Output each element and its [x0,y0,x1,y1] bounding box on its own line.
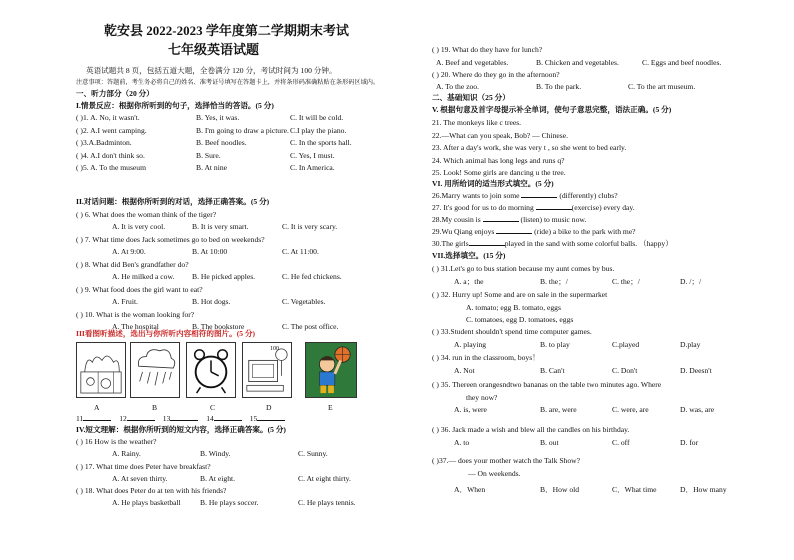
answer-blank[interactable] [469,245,505,246]
section-heading: I.情景反应：根据你所听到的句子，选择恰当的答语。(5 分) [76,101,274,110]
answer-option: B. I'm going to draw a picture. [196,125,289,135]
answer-option: C. It is very scary. [282,222,338,231]
section-heading: V. 根据句意及首字母提示补全单词，使句子意思完整，语法正确。(5 分) [432,105,672,114]
answer-option: B. Sure. [196,150,221,160]
question-item: ( ) 31.Let's go to bus station because my aunt comes by bus. [432,264,615,273]
answer-option: A. He milked a cow. [112,272,175,281]
answer-option: D. /；/ [680,276,702,286]
picture-label: C [210,403,216,412]
answer-option: B．How old [540,484,580,494]
question-item: ( )5. A. To the museum [76,163,146,172]
picture-e [305,342,357,398]
part1-heading: 一、听力部分（20 分） [76,89,154,98]
answer-option: B. At nine [196,163,228,172]
fill-in-item: 21. The monkeys like c trees. [432,118,522,127]
answer-option: C. tomatoes, egg D. tomatoes, eggs [466,315,574,324]
question-item: ( ) 7. What time does Jack sometimes go to bed on weekends? [76,235,265,244]
answer-option: C.I play the piano. [290,125,347,135]
answer-option: A. It is very cool. [112,222,166,231]
answer-option: D.play [680,339,701,349]
answer-option: B. out [540,437,559,447]
answer-option: A. To the zoo. [436,82,479,91]
answer-option: C. the；/ [612,276,640,286]
question-item: ( )1. A. No, it wasn't. [76,113,140,122]
answer-option: C. He fed chickens. [282,272,342,281]
answer-option: C. In America. [290,163,335,172]
fill-in-item: 28.My cousin is (listen) to music now. [432,215,587,224]
zoo-icon [77,343,125,397]
fill-in-item: 27. It's good for us to do morning (exercise) every day. [432,203,635,212]
question-item: ( ) 8. What did Ben's grandfather do? [76,260,189,269]
question-item: ( ) 6. What does the woman think of the tiger? [76,210,217,219]
question-item: ( ) 34. run in the classroom, boys！ [432,353,540,362]
answer-option: A. is, were [454,405,487,414]
question-item: ( ) 9. What food does the girl want to eat? [76,285,203,294]
picture-c [186,342,236,398]
answer-option: A. Rainy. [112,449,141,458]
answer-option: C. He plays tennis. [298,498,356,507]
answer-option: B. Can't [540,365,565,375]
answer-option: A. The hospital [112,322,159,331]
question-item: ( ) 20. Where do they go in the afternoon? [432,70,560,79]
question-item: ( )4. A.I don't think so. [76,150,145,160]
answer-option: B. He picked apples. [192,272,256,281]
rain-cloud-icon [131,343,179,397]
answer-option: B. He plays soccer. [200,498,259,507]
picture-label: D [266,403,272,412]
section-heading: IV.短文理解：根据你所听到的短文内容，选择正确答案。(5 分) [76,425,286,434]
answer-option: A. Beef and vegetables. [436,58,509,67]
computer-icon [243,343,291,397]
answer-blank[interactable] [536,209,572,210]
intro-text: 英语试题共 8 页，包括五道大题，全卷满分 120 分，考试时间为 100 分钟。 [86,66,337,75]
part2-heading: 二、基础知识（25 分） [432,93,510,102]
question-item: ( ) 36. Jack made a wish and blew all the candles on his birthday. [432,425,630,434]
answer-option: B. Beef noodles. [196,138,247,147]
answer-option: B. At eight. [200,473,236,483]
answer-option: C. It will be cold. [290,113,344,122]
question-item: ( )37.— does your mother watch the Talk Show? [432,456,581,465]
fill-in-item: 30.The girls played in the sand with some colorful balls. （happy） [432,239,673,248]
question-item: ( ) 16 How is the weather? [76,437,157,446]
answer-option: A. Not [454,365,475,375]
section-heading: III看图听描述，选出与你所听内容相符的图片。(5 分) [76,329,256,338]
question-item: — On weekends. [468,468,521,478]
answer-option: C. The post office. [282,322,339,331]
answer-option: C. Yes, I must. [290,150,335,160]
picture-label: B [152,403,158,412]
fill-in-item: 26.Marry wants to join some (differently) clubs? [432,191,618,200]
answer-option: B. to play [540,339,570,349]
section-heading: VI. 用所给词的适当形式填空。(5 分) [432,179,554,188]
alarm-clock-icon [187,343,235,397]
question-item: ( )3.A.Badminton. [76,138,132,147]
picture-label: E [328,403,333,412]
answer-option: A. He plays basketball [112,498,181,507]
picture-sign: 100 [270,346,279,352]
answer-option: D. was, are [680,405,715,414]
answer-option: C. To the art museum. [628,82,696,91]
picture-answer-row: 11 12 13 14 15 [76,414,285,423]
fill-in-item: 24. Which animal has long legs and runs q? [432,155,565,165]
answer-option: A. to [454,437,470,447]
picture-a [76,342,126,398]
answer-option: C. Sunny. [298,449,328,458]
answer-option: B. The bookstore [192,322,245,331]
answer-option: C．What time [612,484,657,494]
answer-option: A. At seven thirty. [112,473,168,483]
answer-option: C. In the sports hall. [290,138,352,147]
fill-in-item: 22.—What can you speak, Bob? — Chinese. [432,130,569,140]
notice-text: 注意事项：答题前，考生务必将自己的姓名、准考证号填写在答题卡上，并将条形码准确粘贴在条形码区域内。 [76,79,380,86]
answer-option: C. Vegetables. [282,297,326,306]
answer-option: D．How many [680,484,727,494]
question-item: ( ) 17. What time does Peter have breakfast? [76,461,211,471]
answer-option: B. Hot dogs. [192,297,231,306]
answer-option: C. off [612,437,630,447]
question-item: they now? [466,392,498,402]
answer-blank[interactable] [521,197,557,198]
picture-d [242,342,292,398]
answer-option: B. are, were [540,405,577,414]
answer-option: C. Eggs and beef noodles. [642,58,722,67]
answer-option: B. Yes, it was. [196,113,240,122]
answer-option: B. It is very smart. [192,222,249,231]
answer-option: A. At 9:00. [112,247,146,256]
answer-option: B. the；/ [540,276,568,286]
question-item: ( ) 32. Hurry up! Some and are on sale in the supermarket [432,290,608,299]
answer-option: C.played [612,339,640,349]
question-item: ( ) 35. Thereen orangesndtwo bananas on the table two minutes ago. Where [432,380,662,389]
section-heading: VII.选择填空。(15 分) [432,251,506,260]
exam-title: 乾安县 2022-2023 学年度第二学期期末考试 [104,23,349,38]
fill-in-item: 25. Look! Some girls are dancing u the tree. [432,168,566,177]
answer-option: B. Windy. [200,449,231,458]
answer-option: B. At 10:00 [192,247,228,256]
question-item: ( )2. A.I went camping. [76,125,147,135]
answer-option: A. tomato; egg B. tomato, eggs [466,302,561,312]
question-item: ( ) 10. What is the woman looking for? [76,310,195,319]
question-item: ( ) 33.Student shouldn't spend time computer games. [432,327,592,336]
picture-b [130,342,180,398]
answer-option: B. To the park. [536,82,582,91]
fill-in-item: 23. After a day's work, she was very t , so she went to bed early. [432,143,627,152]
answer-option: D. for [680,437,699,447]
answer-option: A. a；the [454,276,484,286]
answer-option: C. were, are [612,405,649,414]
picture-label: A [94,403,100,412]
question-item: ( ) 19. What do they have for lunch? [432,45,543,54]
fill-in-item: 29.Wu Qiang enjoys (ride) a bike to the park with me? [432,227,636,236]
basketball-boy-icon [306,343,356,397]
answer-option: D. Deesn't [680,365,712,375]
answer-blank[interactable] [483,221,519,222]
section-heading: II.对话问题：根据你所听到的对话，选择正确答案。(5 分) [76,197,270,206]
answer-option: A. Fruit. [112,297,138,306]
exam-subtitle: 七年级英语试题 [168,42,260,57]
answer-blank[interactable] [496,233,532,234]
answer-option: B. Chicken and vegetables. [536,58,619,67]
answer-option: A．When [454,484,486,494]
answer-option: C. At 11:00. [282,247,319,256]
answer-option: C. Don't [612,365,638,375]
answer-option: A. playing [454,339,487,349]
answer-option: C. At eight thirty. [298,473,351,483]
question-item: ( ) 18. What does Peter do at ten with his friends? [76,486,227,495]
